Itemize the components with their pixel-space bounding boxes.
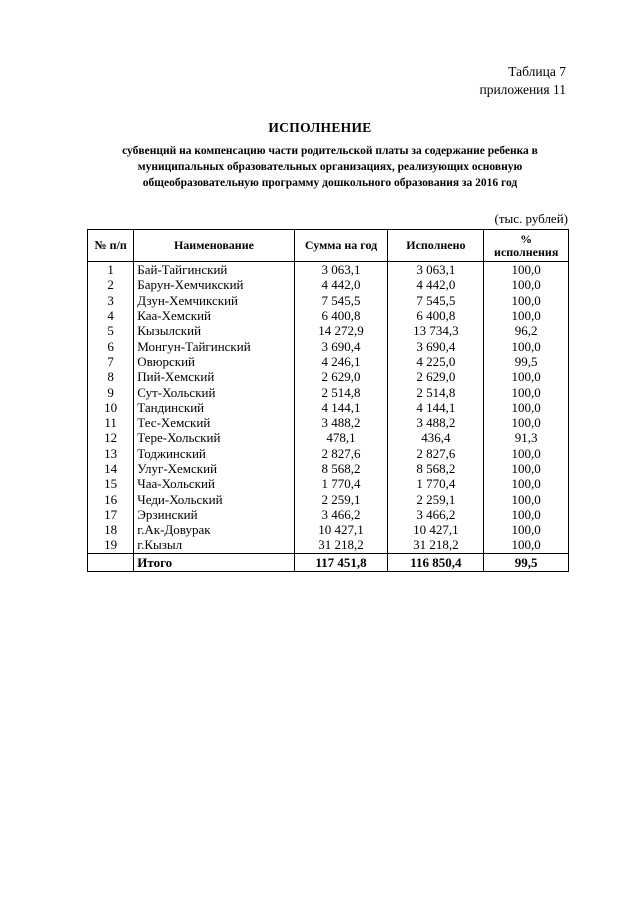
row-executed: 2 514,8: [388, 384, 484, 399]
row-executed: 4 225,0: [388, 354, 484, 369]
row-sum: 4 144,1: [294, 400, 388, 415]
row-executed: 13 734,3: [388, 323, 484, 338]
row-num: 5: [88, 323, 134, 338]
row-percent: 100,0: [484, 476, 569, 491]
row-sum: 6 400,8: [294, 308, 388, 323]
row-name: Сут-Хольский: [134, 384, 294, 399]
row-sum: 10 427,1: [294, 522, 388, 537]
row-num: 18: [88, 522, 134, 537]
row-name: Овюрский: [134, 354, 294, 369]
row-executed: 4 442,0: [388, 277, 484, 292]
row-executed: 10 427,1: [388, 522, 484, 537]
row-executed: 6 400,8: [388, 308, 484, 323]
document-subtitle: [100, 143, 560, 191]
row-executed: 436,4: [388, 430, 484, 445]
table-row: [88, 277, 569, 292]
row-sum: 3 063,1: [294, 262, 388, 278]
total-executed: 116 850,4: [388, 553, 484, 571]
table-number-label: Таблица 7: [508, 64, 566, 79]
row-sum: 4 246,1: [294, 354, 388, 369]
table-row: [88, 338, 569, 353]
row-sum: 3 690,4: [294, 338, 388, 353]
row-executed: 3 466,2: [388, 507, 484, 522]
execution-table: [87, 229, 569, 572]
table-row: [88, 476, 569, 491]
header-executed: Исполнено: [388, 230, 484, 262]
row-sum: 2 629,0: [294, 369, 388, 384]
row-sum: 31 218,2: [294, 537, 388, 553]
row-num: 8: [88, 369, 134, 384]
row-num: 9: [88, 384, 134, 399]
row-sum: 478,1: [294, 430, 388, 445]
row-name: Пий-Хемский: [134, 369, 294, 384]
row-executed: 31 218,2: [388, 537, 484, 553]
subtitle-line-2: муниципальных образовательных организациях, реализующих основную: [137, 161, 523, 173]
row-percent: 100,0: [484, 384, 569, 399]
row-sum: 7 545,5: [294, 293, 388, 308]
table-row: [88, 461, 569, 476]
row-percent: 100,0: [484, 461, 569, 476]
row-percent: 99,5: [484, 354, 569, 369]
total-row: [88, 553, 569, 571]
row-percent: 100,0: [484, 446, 569, 461]
table-row: [88, 537, 569, 553]
table-row: [88, 354, 569, 369]
units-note: (тыс. рублей): [494, 211, 568, 226]
row-num: 2: [88, 277, 134, 292]
row-name: Тандинский: [134, 400, 294, 415]
row-num: 4: [88, 308, 134, 323]
table-row: [88, 446, 569, 461]
row-executed: 3 063,1: [388, 262, 484, 278]
row-percent: 100,0: [484, 262, 569, 278]
header-sum: Сумма на год: [294, 230, 388, 262]
table-row: [88, 491, 569, 506]
row-name: Эрзинский: [134, 507, 294, 522]
row-executed: 2 629,0: [388, 369, 484, 384]
table-row: [88, 384, 569, 399]
total-percent: 99,5: [484, 553, 569, 571]
table-row: [88, 415, 569, 430]
row-executed: 4 144,1: [388, 400, 484, 415]
row-num: 7: [88, 354, 134, 369]
row-executed: 1 770,4: [388, 476, 484, 491]
row-executed: 7 545,5: [388, 293, 484, 308]
row-percent: 100,0: [484, 369, 569, 384]
row-num: 19: [88, 537, 134, 553]
total-num-cell: [88, 553, 134, 571]
table-row: [88, 522, 569, 537]
row-name: г.Кызыл: [134, 537, 294, 553]
document-reference: [479, 63, 566, 99]
row-num: 13: [88, 446, 134, 461]
row-name: Тес-Хемский: [134, 415, 294, 430]
row-percent: 100,0: [484, 400, 569, 415]
row-num: 1: [88, 262, 134, 278]
row-percent: 100,0: [484, 338, 569, 353]
row-sum: 1 770,4: [294, 476, 388, 491]
row-executed: 3 690,4: [388, 338, 484, 353]
row-percent: 91,3: [484, 430, 569, 445]
row-num: 17: [88, 507, 134, 522]
table-body: [88, 262, 569, 554]
table-row: [88, 507, 569, 522]
row-num: 11: [88, 415, 134, 430]
row-sum: 2 259,1: [294, 491, 388, 506]
row-num: 16: [88, 491, 134, 506]
row-name: Тоджинский: [134, 446, 294, 461]
total-sum: 117 451,8: [294, 553, 388, 571]
row-num: 14: [88, 461, 134, 476]
row-num: 12: [88, 430, 134, 445]
table-row: [88, 308, 569, 323]
row-sum: 4 442,0: [294, 277, 388, 292]
table-row: [88, 400, 569, 415]
subtitle-line-3: общеобразовательную программу дошкольного образования за 2016 год: [142, 177, 518, 189]
table-row: [88, 293, 569, 308]
row-name: Чеди-Хольский: [134, 491, 294, 506]
row-num: 6: [88, 338, 134, 353]
row-name: Каа-Хемский: [134, 308, 294, 323]
row-percent: 100,0: [484, 415, 569, 430]
row-percent: 100,0: [484, 537, 569, 553]
row-name: Монгун-Тайгинский: [134, 338, 294, 353]
row-sum: 3 488,2: [294, 415, 388, 430]
header-percent-label: исполнения: [494, 244, 559, 259]
row-num: 3: [88, 293, 134, 308]
appendix-label: приложения 11: [479, 82, 566, 97]
row-name: Бай-Тайгинский: [134, 262, 294, 278]
header-num: № п/п: [88, 230, 134, 262]
row-name: Улуг-Хемский: [134, 461, 294, 476]
row-name: г.Ак-Довурак: [134, 522, 294, 537]
row-percent: 100,0: [484, 507, 569, 522]
table-row: [88, 323, 569, 338]
table-row: [88, 430, 569, 445]
row-percent: 100,0: [484, 522, 569, 537]
row-name: Дзун-Хемчикский: [134, 293, 294, 308]
row-percent: 100,0: [484, 293, 569, 308]
row-percent: 100,0: [484, 491, 569, 506]
row-percent: 100,0: [484, 308, 569, 323]
row-executed: 8 568,2: [388, 461, 484, 476]
document-title: ИСПОЛНЕНИЕ: [268, 120, 372, 135]
header-name: Наименование: [134, 230, 294, 262]
row-name: Кызылский: [134, 323, 294, 338]
row-sum: 2 514,8: [294, 384, 388, 399]
row-num: 10: [88, 400, 134, 415]
row-executed: 2 827,6: [388, 446, 484, 461]
row-sum: 8 568,2: [294, 461, 388, 476]
row-num: 15: [88, 476, 134, 491]
table-row: [88, 369, 569, 384]
row-sum: 2 827,6: [294, 446, 388, 461]
row-sum: 3 466,2: [294, 507, 388, 522]
row-executed: 3 488,2: [388, 415, 484, 430]
header-percent: [484, 230, 569, 262]
row-name: Тере-Хольский: [134, 430, 294, 445]
row-sum: 14 272,9: [294, 323, 388, 338]
row-executed: 2 259,1: [388, 491, 484, 506]
table-header-row: [88, 230, 569, 262]
header-percent-sign: %: [520, 231, 533, 246]
row-name: Чаа-Хольский: [134, 476, 294, 491]
row-percent: 96,2: [484, 323, 569, 338]
table-row: [88, 262, 569, 278]
subtitle-line-1: субвенций на компенсацию части родительской платы за содержание ребенка в: [122, 145, 538, 157]
row-name: Барун-Хемчикский: [134, 277, 294, 292]
row-percent: 100,0: [484, 277, 569, 292]
total-label: Итого: [134, 553, 294, 571]
